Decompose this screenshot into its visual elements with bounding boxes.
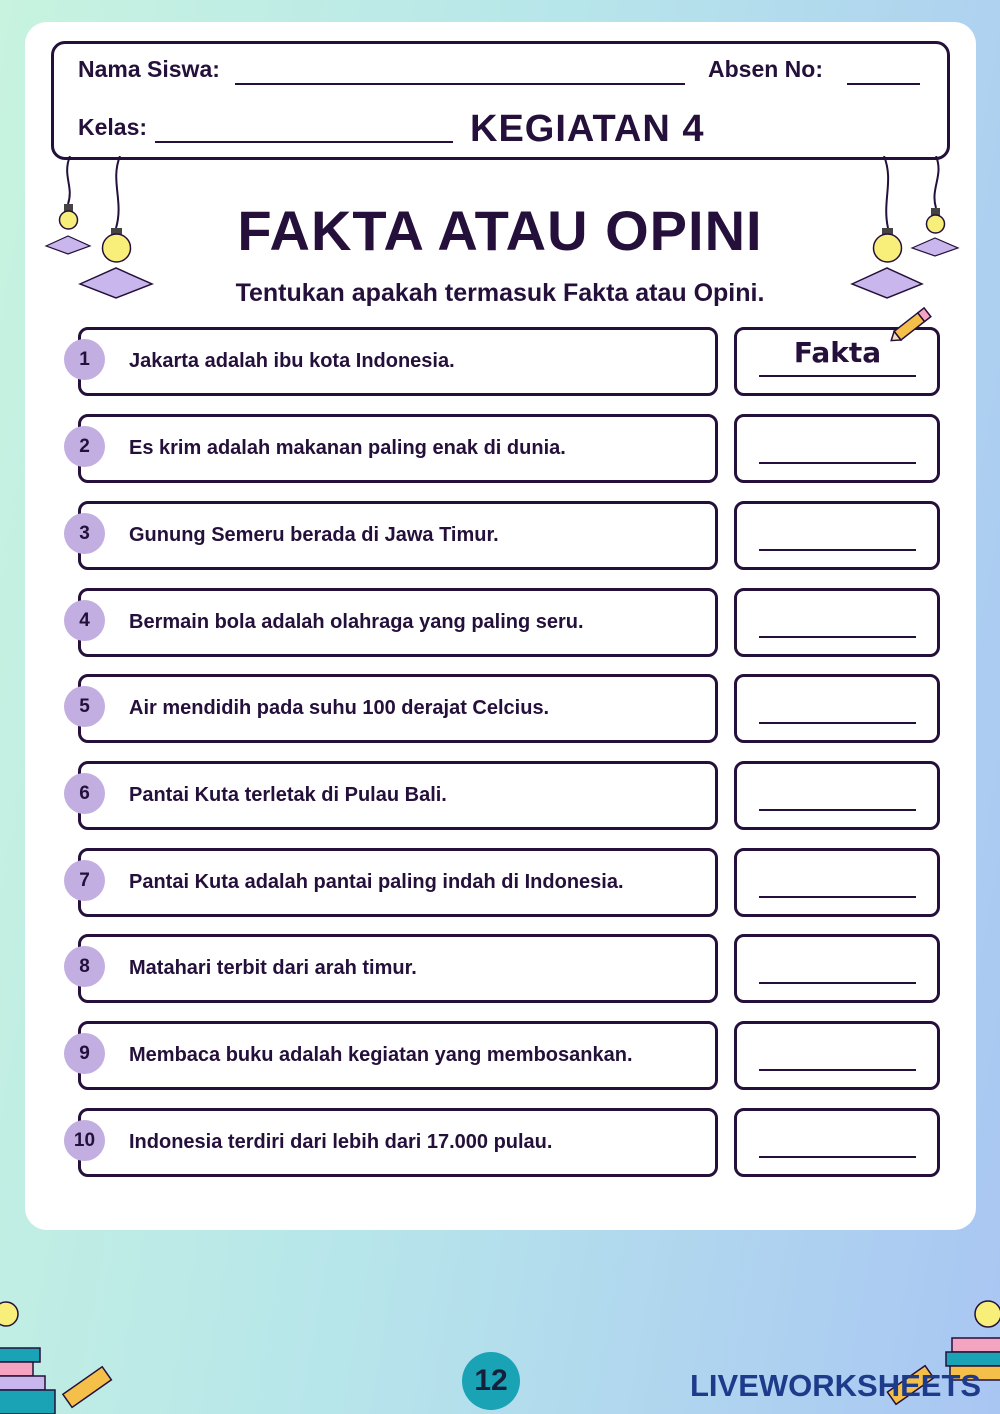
answer-text: Fakta: [793, 336, 882, 369]
absen-label: Absen No:: [708, 56, 823, 82]
book-stack-icon: [0, 1296, 120, 1414]
question-number-badge: 3: [64, 513, 105, 554]
answer-field[interactable]: [734, 674, 940, 743]
question-number-badge: 10: [64, 1120, 105, 1161]
answer-line: [759, 375, 916, 377]
answer-line: [759, 636, 916, 638]
question-row: [78, 327, 718, 396]
page-number-badge: 12: [462, 1352, 520, 1410]
question-number-badge: 6: [64, 773, 105, 814]
answer-field[interactable]: [734, 761, 940, 830]
question-row: [78, 848, 718, 917]
question-row: [78, 414, 718, 483]
question-row: [78, 501, 718, 570]
activity-label: KEGIATAN 4: [470, 108, 705, 150]
question-text: Gunung Semeru berada di Jawa Timur.: [129, 524, 499, 546]
answer-line: [759, 896, 916, 898]
question-number-badge: 1: [64, 339, 105, 380]
answer-field[interactable]: [734, 1021, 940, 1090]
page-title: FAKTA ATAU OPINI: [237, 199, 763, 262]
name-input-line[interactable]: [235, 83, 685, 85]
question-row: [78, 1108, 718, 1177]
question-text: Indonesia terdiri dari lebih dari 17.000 pulau.: [129, 1131, 553, 1153]
answer-field[interactable]: [734, 414, 940, 483]
answer-line: [759, 809, 916, 811]
question-row: [78, 934, 718, 1003]
question-text: Membaca buku adalah kegiatan yang membosankan.: [129, 1044, 633, 1066]
class-label: Kelas:: [78, 114, 148, 140]
answer-line: [759, 1156, 916, 1158]
question-row: [78, 1021, 718, 1090]
instruction-text: Tentukan apakah termasuk Fakta atau Opini.: [235, 279, 765, 307]
answer-field[interactable]: [734, 1108, 940, 1177]
answer-line: [759, 462, 916, 464]
answer-field[interactable]: [734, 934, 940, 1003]
question-number-badge: 8: [64, 946, 105, 987]
answer-line: [759, 549, 916, 551]
question-number-badge: 9: [64, 1033, 105, 1074]
answer-line: [759, 1069, 916, 1071]
question-number-badge: 7: [64, 860, 105, 901]
question-text: Bermain bola adalah olahraga yang paling seru.: [129, 611, 584, 633]
question-row: [78, 674, 718, 743]
question-text: Pantai Kuta adalah pantai paling indah di Indonesia.: [129, 871, 624, 893]
absen-input-line[interactable]: [847, 83, 920, 85]
question-number-badge: 5: [64, 686, 105, 727]
question-row: [78, 761, 718, 830]
question-row: [78, 588, 718, 657]
question-text: Es krim adalah makanan paling enak di dunia.: [129, 437, 566, 459]
ruler-icon: [63, 1367, 111, 1408]
pencil-icon: [886, 302, 938, 348]
question-text: Matahari terbit dari arah timur.: [129, 957, 417, 979]
question-number-badge: 2: [64, 426, 105, 467]
question-text: Jakarta adalah ibu kota Indonesia.: [129, 350, 455, 372]
answer-line: [759, 982, 916, 984]
answer-field[interactable]: [734, 848, 940, 917]
answer-field[interactable]: [734, 501, 940, 570]
answer-line: [759, 722, 916, 724]
question-text: Air mendidih pada suhu 100 derajat Celcius.: [129, 697, 550, 719]
answer-field[interactable]: [734, 588, 940, 657]
question-number-badge: 4: [64, 600, 105, 641]
name-label: Nama Siswa:: [78, 56, 220, 82]
question-text: Pantai Kuta terletak di Pulau Bali.: [129, 784, 447, 806]
class-input-line[interactable]: [155, 141, 453, 143]
brand-logo: LIVEWORKSHEETS: [690, 1368, 982, 1403]
